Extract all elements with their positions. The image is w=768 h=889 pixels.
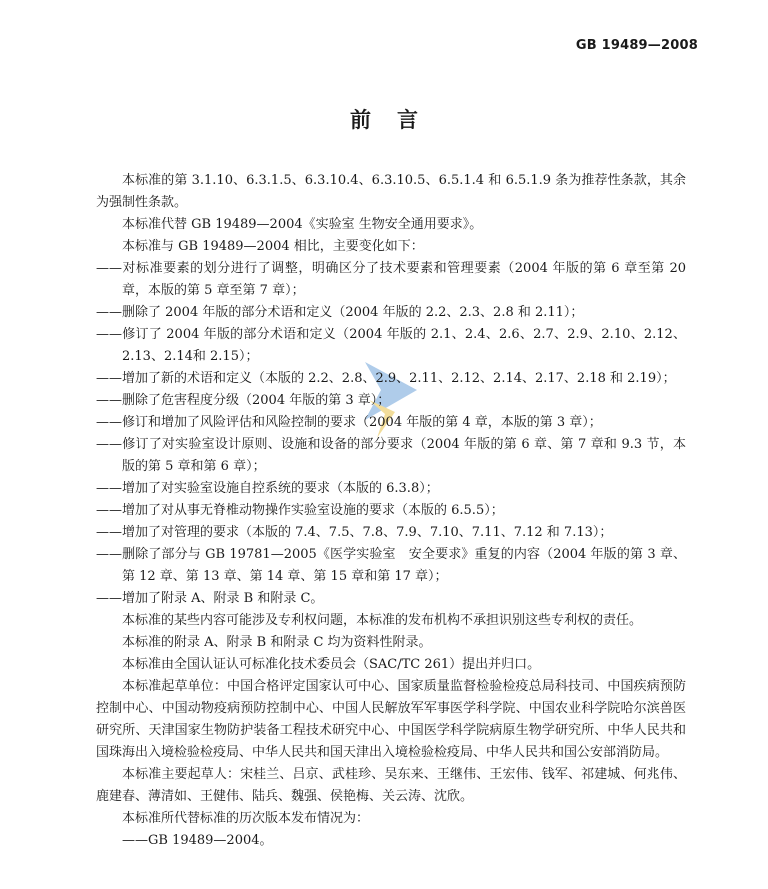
change-item: ——删除了部分与 GB 19781—2005《医学实验室 安全要求》重复的内容（2004 年版的第 3 章、第 12 章、第 13 章、第 14 章、第 15 章和第 17 章）； [96,547,686,584]
patent-note: 本标准的某些内容可能涉及专利权问题，本标准的发布机构不承担识别这些专利权的责任。 [122,613,643,628]
history-intro: 本标准所代替标准的历次版本发布情况为： [122,811,370,826]
change-item: ——增加了附录 A、附录 B 和附录 C。 [96,591,324,606]
changes-list [96,258,686,610]
change-item: ——删除了危害程度分级（2004 年版的第 3 章）； [96,393,391,408]
change-item: ——修订了对实验室设计原则、设施和设备的部分要求（2004 年版的第 6 章、第 7 章和 9.3 节，本版的第 5 章和第 6 章）； [96,437,686,474]
replacement-note: 本标准代替 GB 19489—2004《实验室 生物安全通用要求》。 [122,217,483,232]
clause-note: 本标准的第 3.1.10、6.3.1.5、6.3.10.4、6.3.10.5、6.5.1.4 和 6.5.1.9 条为推荐性条款，其余为强制性条款。 [96,173,686,210]
changes-intro: 本标准与 GB 19489—2004 相比，主要变化如下： [122,239,424,254]
change-item: ——修订了 2004 年版的部分术语和定义（2004 年版的 2.1、2.4、2.6、2.7、2.9、2.10、2.12、2.13、2.14和 2.15）； [96,327,686,364]
standard-code: GB 19489—2008 [575,38,698,53]
appendix-note: 本标准的附录 A、附录 B 和附录 C 均为资料性附录。 [122,635,432,650]
page-title: 前言 [350,108,444,132]
drafters: 本标准主要起草人：宋桂兰、吕京、武桂珍、吴东来、王继伟、王宏伟、钱军、祁建城、何兆伟、鹿建春、薄清如、王健伟、陆兵、魏强、侯艳梅、关云涛、沈欣。 [96,767,686,804]
drafting-units: 本标准起草单位：中国合格评定国家认可中心、国家质量监督检验检疫总局科技司、中国疾病预防控制中心、中国动物疫病预防控制中心、中国人民解放军军事医学科学院、中国农业科学院哈尔滨兽医研究所、天津国家生物防护装备工程技术研究中心、中国医学科学院病原生物学研究所、中华人民共和国珠海出入境检验检疫局、中华人民共和国天津出入境检验检疫局、中华人民共和国公安部消防局。 [96,679,686,760]
change-item: ——修订和增加了风险评估和风险控制的要求（2004 年版的第 4 章，本版的第 3 章）； [96,415,602,430]
committee-note: 本标准由全国认证认可标准化技术委员会（SAC/TC 261）提出并归口。 [122,657,541,672]
change-item: ——增加了新的术语和定义（本版的 2.2、2.8、2.9、2.11、2.12、2.14、2.17、2.18 和 2.19）； [96,371,676,386]
change-item: ——增加了对实验室设施自控系统的要求（本版的 6.3.8）； [96,481,439,496]
change-item: ——删除了 2004 年版的部分术语和定义（2004 年版的 2.2、2.3、2.8 和 2.11）； [96,305,584,320]
history-item: ——GB 19489—2004。 [122,833,273,848]
document-body [96,170,686,852]
change-item: ——增加了对管理的要求（本版的 7.4、7.5、7.8、7.9、7.10、7.11、7.12 和 7.13）； [96,525,613,540]
change-item: ——增加了对从事无脊椎动物操作实验室设施的要求（本版的 6.5.5）； [96,503,504,518]
change-item: ——对标准要素的划分进行了调整，明确区分了技术要素和管理要素（2004 年版的第 6 章至第 20 章，本版的第 5 章至第 7 章）； [96,261,686,298]
